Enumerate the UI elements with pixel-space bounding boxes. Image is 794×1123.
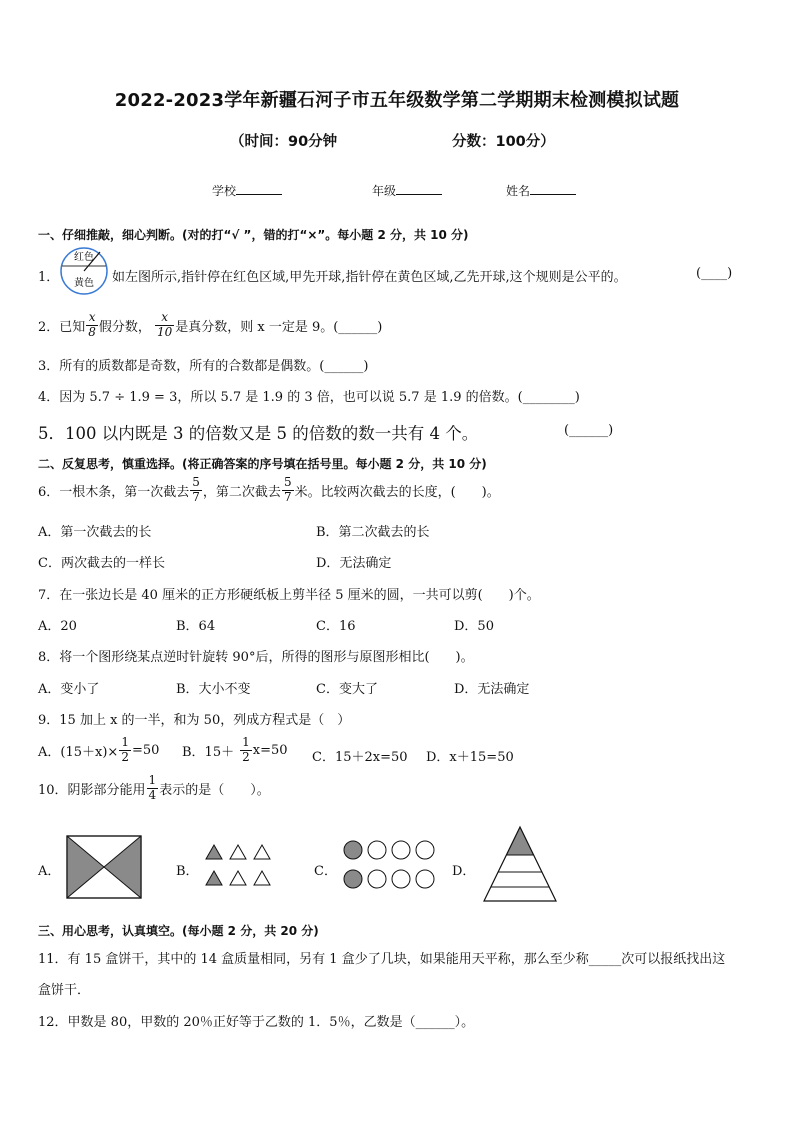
q8-option-d[interactable]: D．无法确定 <box>454 682 530 697</box>
q2-fraction-1: $\frac{x}{8}$ <box>88 310 96 339</box>
q8-option-c[interactable]: C．变大了 <box>316 682 378 697</box>
q2 <box>38 311 382 340</box>
school-field[interactable] <box>212 182 282 199</box>
exam-time: （时间：90分钟 <box>230 134 338 150</box>
q9-b-tail: x=50 <box>252 742 288 758</box>
q2-text-c: 是真分数，则 x 一定是 9。(______) <box>175 319 383 335</box>
q1-number: 1． <box>38 270 60 285</box>
q6-fraction-2: $\frac{5}{7}$ <box>283 475 292 504</box>
q10-option-a-figure <box>66 835 142 899</box>
q9-option-c[interactable]: C．15＋2x=50 <box>312 750 408 765</box>
q6-fraction-1: $\frac{5}{7}$ <box>192 475 200 504</box>
q9-a-tail: =50 <box>131 742 160 758</box>
grade-label: 年级 <box>372 184 397 198</box>
name-label: 姓名 <box>506 184 531 198</box>
q6-option-b[interactable]: B．第二次截去的长 <box>316 525 430 540</box>
q1-answer-paren[interactable]: (____) <box>696 266 733 281</box>
section-3-heading: 三、用心思考，认真填空。(每小题 2 分，共 20 分) <box>38 924 319 938</box>
q6-option-c[interactable]: C．两次截去的一样长 <box>38 556 165 571</box>
q10-text-a: 10．阴影部分能用 <box>38 782 146 798</box>
q8: 8．将一个图形绕某点逆时针旋转 90°后，所得的图形与原图形相比( )。 <box>38 650 474 665</box>
q7-option-b[interactable]: B．64 <box>176 619 216 634</box>
exam-score: 分数：100分） <box>452 134 555 150</box>
q12: 12．甲数是 80，甲数的 20％正好等于乙数的 1．5％，乙数是（______）。 <box>38 1015 475 1030</box>
q9-b-fraction: $\frac{1}{2}$ <box>242 735 250 764</box>
q6-option-a[interactable]: A．第一次截去的长 <box>38 525 152 540</box>
q6-text-c: 米。比较两次截去的长度，( )。 <box>294 484 500 500</box>
q2-text-b: 假分数， <box>98 319 151 335</box>
q6-text-a: 6．一根木条，第一次截去 <box>38 484 190 500</box>
q10-option-d-pyramid <box>482 825 558 903</box>
q3: 3．所有的质数都是奇数，所有的合数都是偶数。(______) <box>38 359 369 374</box>
q9-option-d[interactable]: D．x＋15=50 <box>426 750 514 765</box>
q10-option-c-label[interactable]: C． <box>314 864 337 879</box>
q9-option-a[interactable] <box>38 736 159 765</box>
section-2-heading: 二、反复思考，慎重选择。(将正确答案的序号填在括号里。每小题 2 分，共 10 分) <box>38 457 487 471</box>
wheel-red-label: 红色 <box>74 252 94 263</box>
q10 <box>38 774 270 803</box>
q9-a-fraction: $\frac{1}{2}$ <box>121 735 129 764</box>
q2-text-a: 2．已知 <box>38 319 86 335</box>
q10-option-d-label[interactable]: D． <box>452 864 476 879</box>
q5-answer-paren[interactable]: (______) <box>564 423 614 438</box>
name-field[interactable] <box>506 182 576 199</box>
q11-line1: 11．有 15 盒饼干，其中的 14 盒质量相同，另有 1 盒少了几块，如果能用天平称，那么至少称_____次可以报纸找出这 <box>38 952 726 967</box>
q9-a-text: A．(15＋x)× <box>38 744 119 760</box>
q6-option-d[interactable]: D．无法确定 <box>316 556 392 571</box>
wheel-yellow-label: 黄色 <box>74 278 94 289</box>
q9: 9．15 加上 x 的一半，和为 50，列成方程式是（ ） <box>38 713 351 728</box>
school-label: 学校 <box>212 184 237 198</box>
q5-text: 5．100 以内既是 3 的倍数又是 5 的倍数的数一共有 4 个。 <box>38 424 479 443</box>
page-title: 2022-2023学年新疆石河子市五年级数学第二学期期末检测模拟试题 <box>114 90 680 111</box>
q7: 7．在一张边长是 40 厘米的正方形硬纸板上剪半径 5 厘米的圆，一共可以剪( )个。 <box>38 588 540 603</box>
section-1-heading: 一、仔细推敲，细心判断。(对的打“√ ”，错的打“×”。每小题 2 分，共 10 分) <box>38 228 469 242</box>
q10-option-a-label[interactable]: A． <box>38 864 61 879</box>
q7-option-a[interactable]: A．20 <box>38 619 77 634</box>
q9-b-text: B．15＋ <box>182 744 235 760</box>
q9-option-b[interactable] <box>182 736 288 765</box>
q10-option-b-triangles <box>204 843 272 889</box>
q8-option-b[interactable]: B．大小不变 <box>176 682 251 697</box>
q10-text-b: 表示的是（ ）。 <box>159 782 270 798</box>
q7-option-d[interactable]: D．50 <box>454 619 494 634</box>
q1-text: 如左图所示,指针停在红色区域,甲先开球,指针停在黄色区域,乙先开球,这个规则是公平的。 <box>112 270 627 285</box>
q10-option-c-circles <box>342 839 438 891</box>
q8-option-a[interactable]: A．变小了 <box>38 682 100 697</box>
q7-option-c[interactable]: C．16 <box>316 619 356 634</box>
q2-fraction-2: $\frac{x}{10}$ <box>156 310 173 339</box>
grade-field[interactable] <box>372 182 442 199</box>
spinner-wheel-icon <box>58 246 110 296</box>
q10-option-b-label[interactable]: B． <box>176 864 199 879</box>
q4: 4．因为 5.7 ÷ 1.9 = 3，所以 5.7 是 1.9 的 3 倍，也可以说 5.7 是 1.9 的倍数。(________) <box>38 390 580 405</box>
q11-line2: 盒饼干． <box>38 983 91 998</box>
q6-text-b: ，第二次截去 <box>202 484 281 500</box>
q10-fraction: $\frac{1}{4}$ <box>148 773 157 802</box>
q6 <box>38 476 500 505</box>
